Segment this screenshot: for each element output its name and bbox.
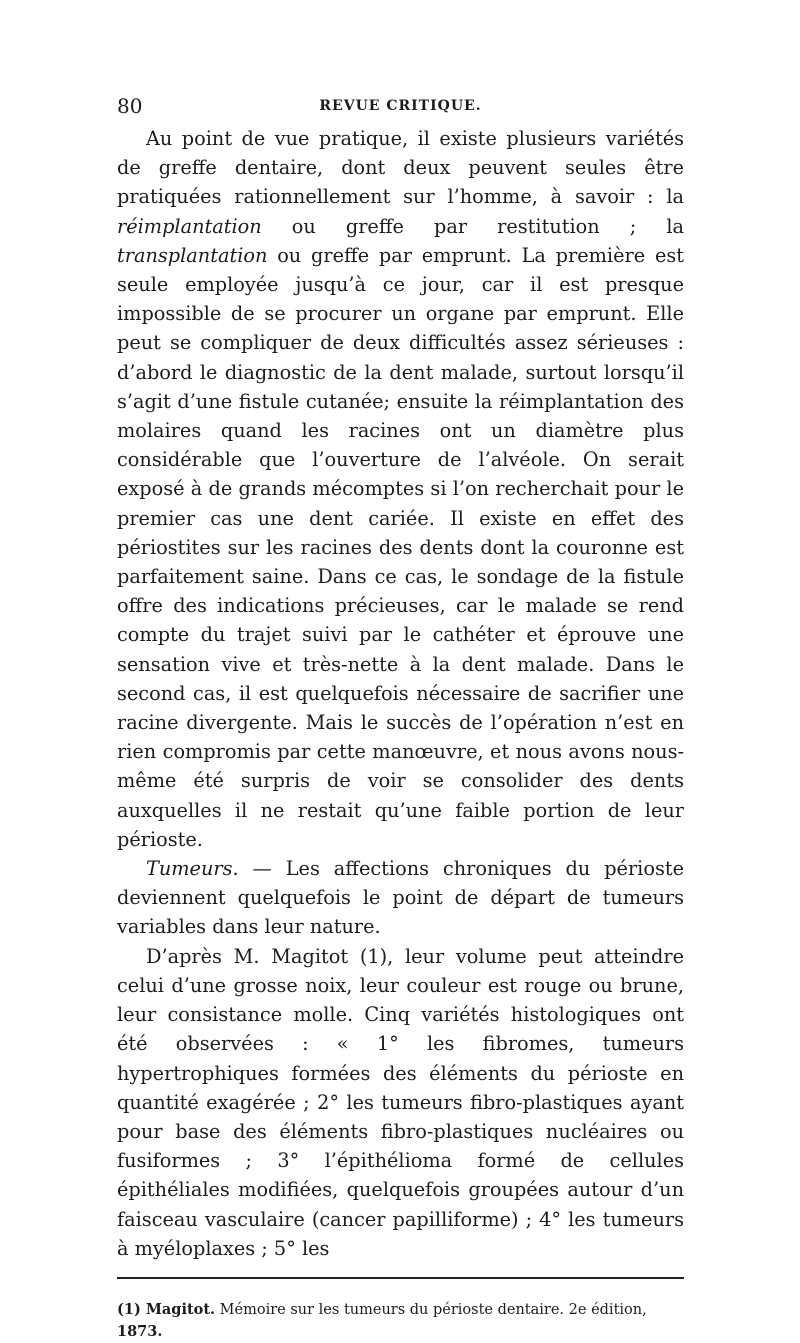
book-page (117, 90, 684, 1343)
paragraph-text: Au point de vue pratique, il existe plusieurs variétés de greffe dentaire, dont deux peuvent seules être pratiquées rationnellement sur l’homme, à savoir : la (117, 127, 684, 209)
page-number: 80 (117, 94, 143, 118)
paragraph-text: — Les affections chroniques du périoste deviennent quelquefois le point de départ de tumeurs variables dans leur nature. (117, 857, 684, 939)
paragraph-text: D’après M. Magitot (1), leur volume peut atteindre celui d’une grosse noix, leur couleur est rouge ou brune, leur consistance molle. Cinq variétés histologiques ont été observées : « 1° les fibromes, tumeurs hypertrophiques formées des éléments du périoste en quantité exagérée ; 2° les tumeurs fibro-plastiques ayant pour base des éléments fibro-plastiques nucléaires ou fusiformes ; 3° l’épithélioma formé de cellules épithéliales modifiées, quelquefois groupées autour d’un faisceau vasculaire (cancer papilliforme) ; 4° les tumeurs à myéloplaxes ; 5° les (117, 944, 684, 1260)
main-text (117, 124, 684, 1263)
paragraph-tumeurs (117, 854, 684, 942)
footnote (117, 1299, 684, 1343)
italic-term-reimplantation: réimplantation (117, 214, 262, 238)
section-heading-tumeurs: Tumeurs. (146, 857, 239, 881)
page-header (117, 90, 684, 124)
paragraph-text: ou greffe par restitution ; la (261, 214, 684, 238)
running-title: REVUE CRITIQUE. (319, 98, 482, 114)
paragraph-text: ou greffe par emprunt. La première est seule employée jusqu’à ce jour, car il est presque impossible de se procurer un organe par emprunt. Elle peut se compliquer de deux difficultés assez sérieuses : d’abord le diagnostic de la dent malade, surtout lorsqu’il s’agit d’une fistule cutanée; ensuite la réimplantation des molaires quand les racines ont un diamètre plus considérable que l’ouverture de l’alvéole. On serait exposé à de grands mécomptes si l’on recherchait pour le premier cas une dent cariée. Il existe en effet des périostites sur les racines des dents dont la couronne est parfaitement saine. Dans ce cas, le sondage de la fistule offre des indications précieuses, car le malade se rend compte du trajet suivi par le cathéter et éprouve une sensation vive et très-nette à la dent malade. Dans le second cas, il est quelquefois nécessaire de sacrifier une racine divergente. Mais le succès de l’opération n’est en rien compromis par cette manœuvre, et nous avons nous-même été surpris de voir se consolider des dents auxquelles il ne restait qu’une faible portion de leur périoste. (117, 243, 684, 851)
paragraph-greffe-dentaire (117, 124, 684, 854)
italic-term-transplantation: transplantation (117, 243, 268, 267)
footnote-divider (117, 1277, 684, 1279)
footnote-year: 1873. (117, 1322, 163, 1340)
footnote-marker: (1) Magitot. (117, 1300, 216, 1318)
footnote-text: Mémoire sur les tumeurs du périoste dentaire. 2e édition, (215, 1301, 647, 1318)
